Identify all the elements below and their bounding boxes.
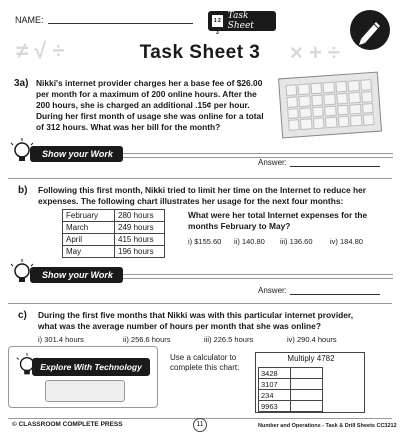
answer-line [290,294,380,295]
table-row: May 196 hours [63,246,165,258]
question-c-text: During the first five months that Nikki was with this particular internet provider, what was the average number of hours per month that she was online? [38,310,354,331]
show-your-work-bar [8,265,393,287]
page-title: Task Sheet 3 [139,42,261,63]
question-3a-text: Nikki's internet provider charges her a base fee of $26.00 per month for a maximum of 200 online hours. After the 200 hours, she is charged an additional .15¢ per hour. During her first month of usage she was online for a total of 312 hours. What was her bill for the month? [36,78,264,132]
question-c-number: c) [18,310,27,321]
choice-b-3: iii) 136.60 [280,237,313,246]
calendar-image [278,72,382,139]
calculator-instructions: Use a calculator to complete this chart: [170,353,240,372]
table-row: 234 [259,390,323,401]
table-row: 3107 [259,379,323,390]
question-b-subquestion: What were her total Internet expenses for the months February to May? [188,210,368,231]
choice-c-3: iii) 226.5 hours [204,335,254,344]
explore-with-technology-label: Explore With Technology [32,358,150,376]
table-row: 3428 [259,368,323,379]
choice-b-4: iv) 184.80 [330,237,363,246]
question-b-text: Following this first month, Nikki tried to limit her time on the Internet to reduce her expenses. The following chart illustrates her usage for the next four months: [38,185,367,206]
answer-label: Answer: [258,286,287,295]
technology-icon [45,380,125,402]
page-number: 11 [193,418,207,432]
choice-c-2: ii) 256.6 hours [123,335,171,344]
table-row: February 280 hours [63,210,165,222]
question-3a-number: 3a) [14,78,29,89]
choice-c-1: i) 301.4 hours [38,335,84,344]
multiply-chart [255,352,365,413]
choice-b-1: i) $155.60 [188,237,222,246]
logo-text: Task Sheet [227,11,254,31]
logo-badge: 1 2 3 [212,15,223,27]
answer-label: Answer: [258,158,287,167]
name-line [48,23,193,24]
math-symbols-decoration: × + ÷ [290,40,340,65]
math-symbols-decoration: ≠ √ ÷ [16,38,65,63]
publisher-logo: © CLASSROOM COMPLETE PRESS [12,421,123,428]
table-row: April 415 hours [63,234,165,246]
show-your-work-label: Show your Work [30,146,123,162]
task-sheet-logo [208,11,276,36]
usage-table [62,209,165,258]
name-label: NAME: [15,15,44,25]
answer-line [290,166,380,167]
choice-b-2: ii) 140.80 [234,237,265,246]
footer-series: Number and Operations - Task & Drill Sheets CC3212 [258,423,397,429]
divider [8,303,392,304]
table-row: 9963 [259,401,323,412]
show-your-work-label: Show your Work [30,267,123,283]
show-your-work-bar [8,144,393,166]
table-row: March 249 hours [63,222,165,234]
question-b-number: b) [18,185,28,196]
choice-c-4: iv) 290.4 hours [287,335,337,344]
divider [8,178,392,179]
multiply-header: Multiply 4782 [287,354,335,363]
